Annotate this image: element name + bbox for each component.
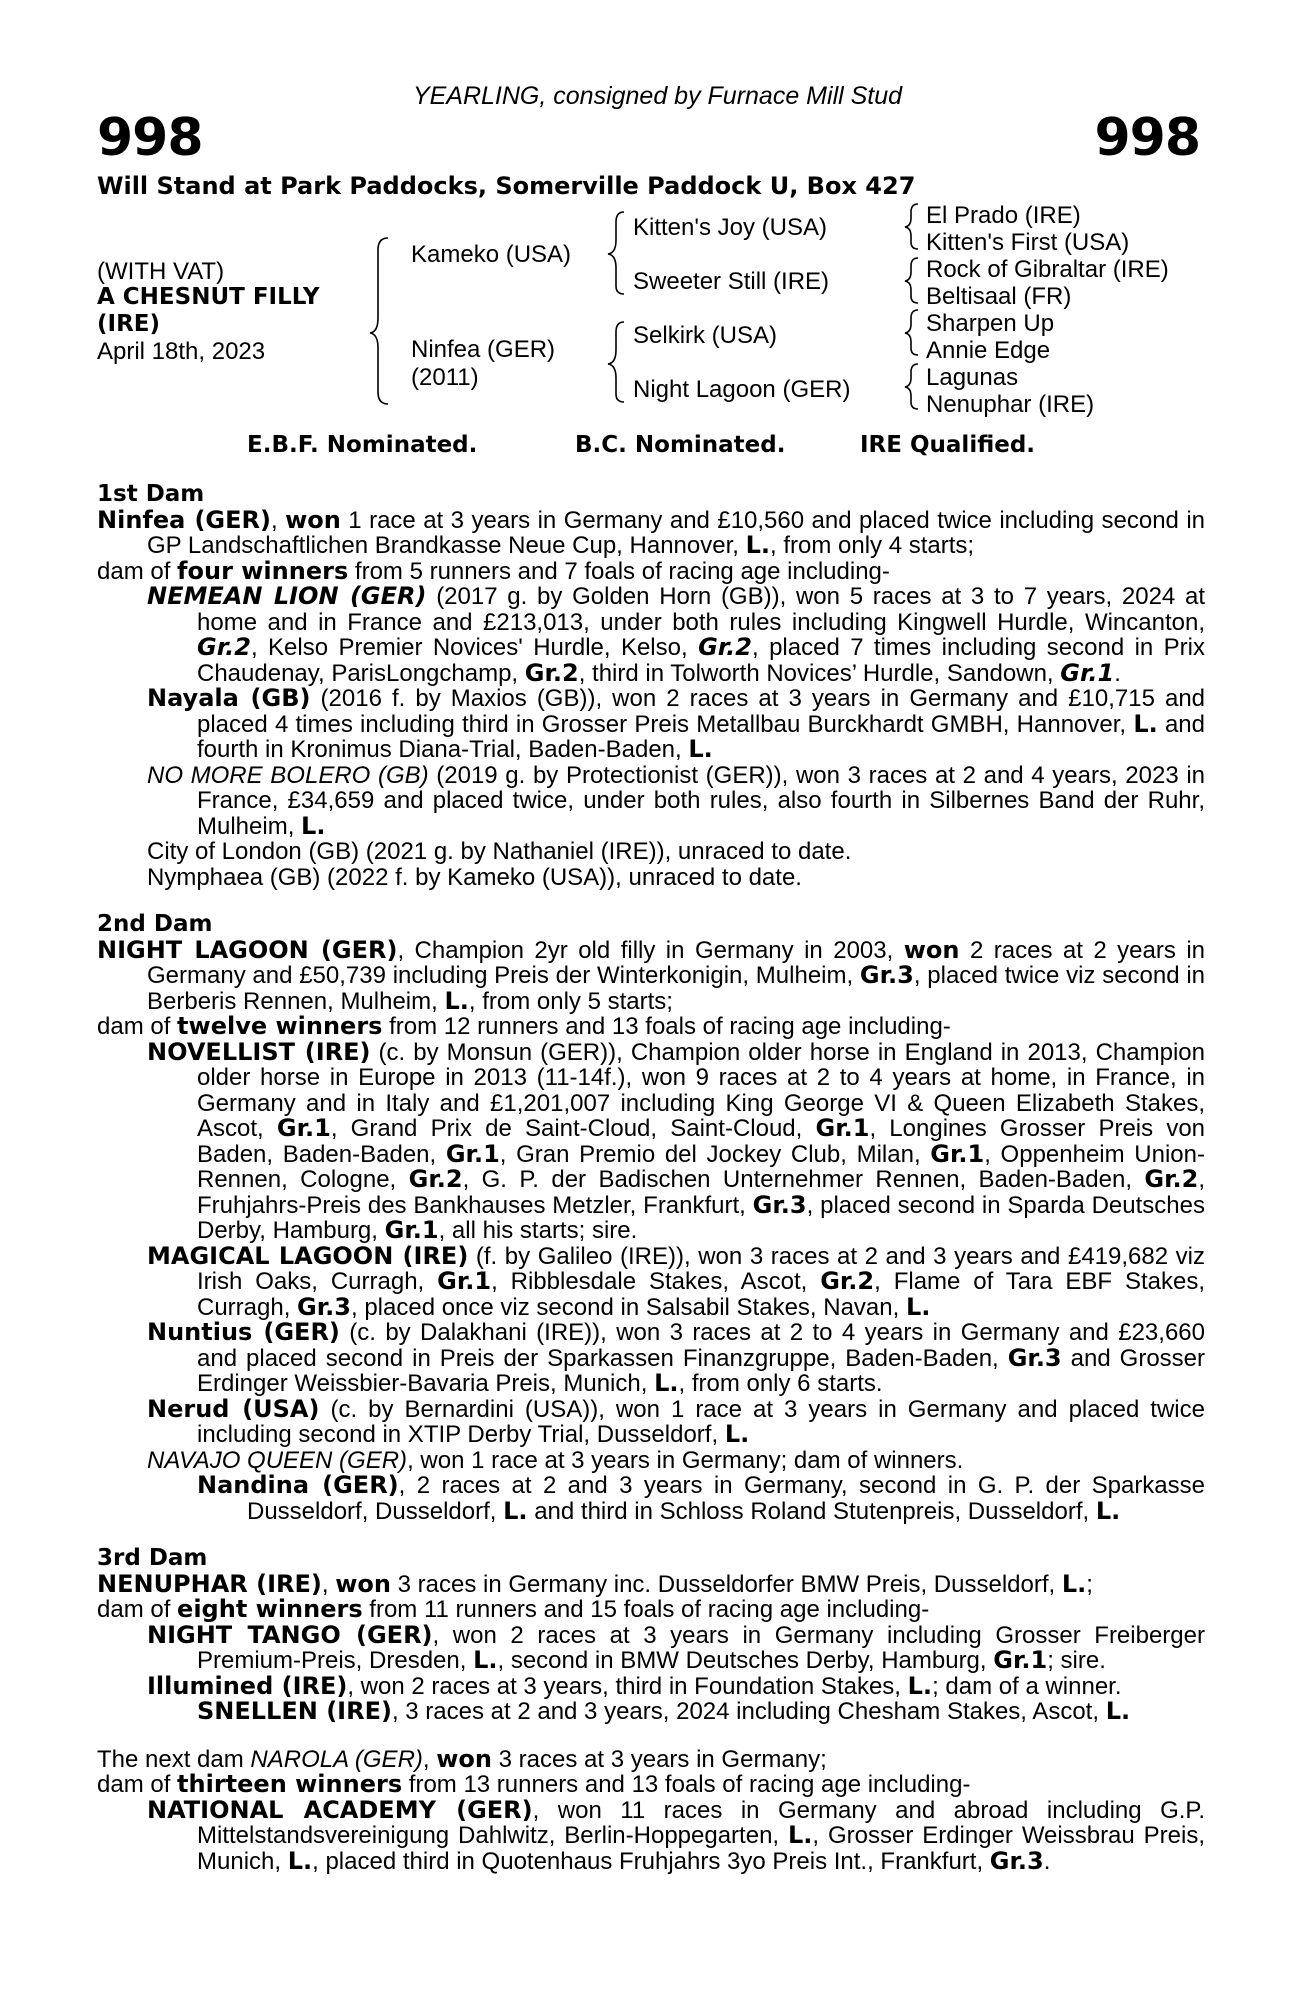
won-label: won [903,935,960,964]
catalogue-body [97,482,1205,1874]
progeny-illumined [97,1671,1205,1700]
progeny-record: (2016 f. by Maxios (GB)), won 2 races at 3 years in Germany and £10,715 and placed 4 times including third in Grosser Preis Metallbau Burckhardt GMBH, Hannover, [197,685,1206,738]
first-dam-record-end: , from only 4 starts; [770,532,975,559]
listed-mark: L. [907,1671,933,1700]
progeny-record: , G. P. der Badischen Unternehmer Rennen, Baden-Baden, [462,1166,1145,1193]
progeny-record: , Oppenheim Union-Rennen, Cologne, [197,1140,1205,1193]
grade-mark: Gr.2 [1144,1165,1199,1193]
winners-count: four winners [177,556,349,585]
grade-mark: Gr.2 [408,1165,463,1193]
listed-mark: L. [745,531,771,559]
second-dam-title: 2nd Dam [97,911,213,937]
next-dam-label: The next dam [97,1745,251,1773]
third-dam-title: 3rd Dam [97,1545,208,1571]
listed-mark: L. [654,1369,679,1397]
third-dam-name: NENUPHAR (IRE) [97,1569,322,1598]
won-label: won [436,1744,492,1773]
produce-summary: from 11 runners and 15 foals of racing age including- [362,1596,930,1623]
progeny-name: Nuntius (GER) [147,1318,340,1346]
progeny-nymphaea: Nymphaea (GB) (2022 f. by Kameko (USA)), unraced to date. [147,863,802,891]
grand-progeny-snellen [97,1699,1205,1725]
winners-count: thirteen winners [177,1770,403,1798]
progeny-record: , all his starts; sire. [438,1217,638,1244]
grade-mark: Gr.2 [524,658,579,687]
progeny-name: NOVELLIST (IRE) [147,1037,371,1066]
progeny-record: and fourth in Kronimus Diana-Trial, Baden-Baden, [197,710,1205,763]
pedigree-sire-dam: Sweeter Still (IRE) [633,268,830,295]
progeny-novellist [97,1037,1206,1244]
progeny-name: MAGICAL LAGOON (IRE) [147,1241,469,1270]
grade-mark: Gr.1 [1060,658,1115,687]
progeny-record: , third in Tolworth Novices’ Hurdle, Sandown, [578,659,1061,687]
progeny-nerud [97,1394,1205,1448]
separator: , [321,1570,336,1598]
third-dam-intro [97,1569,1205,1598]
pedigree-dss: Sharpen Up [926,310,1055,337]
progeny-record: , 2 races at 2 and 3 years in Germany, second in G. P. der Sparkasse Dusseldorf, Dusseldorf, [247,1472,1206,1525]
vat-label: (WITH VAT) [97,258,225,285]
grade-mark: Gr.1 [930,1139,985,1168]
listed-mark: L. [787,1821,813,1849]
progeny-record: , Ribblesdale Stakes, Ascot, [491,1268,821,1295]
grade-mark: Gr.3 [297,1292,351,1321]
progeny-name: Nerud (USA) [147,1394,320,1423]
progeny-record: , won 2 races at 3 years, third in Foundation Stakes, [347,1672,908,1700]
dam-record: , from only 5 starts; [468,987,673,1015]
bc-nominated: B.C. Nominated. [575,432,786,458]
brace-sire [608,212,624,294]
grade-mark: Gr.2 [197,633,251,661]
pedigree-dam-sire: Selkirk (USA) [633,322,778,349]
pedigree-sss: El Prado (IRE) [926,202,1081,229]
second-dam-name: NIGHT LAGOON (GER) [97,935,398,964]
pedigree-sdd: Beltisaal (FR) [926,283,1072,310]
brace-dd [905,364,918,409]
dam-of-label: dam of [97,1596,178,1623]
won-label: won [285,505,341,534]
first-dam-produce [97,556,1205,585]
separator: , [422,1745,437,1773]
progeny-name: NIGHT TANGO (GER) [147,1620,433,1649]
section-gap [97,890,1205,912]
dam-of-label: dam of [97,1013,178,1040]
ebf-nominated: E.B.F. Nominated. [247,432,478,458]
brace-dam [608,322,624,402]
progeny-record: , Kelso Premier Novices' Hurdle, Kelso, [250,634,699,661]
pedigree-sire-sire: Kitten's Joy (USA) [633,214,827,241]
grade-mark: Gr.3 [752,1190,807,1219]
listed-mark: L. [503,1496,528,1525]
second-dam-intro [97,935,1206,1015]
brace-main [370,238,388,404]
progeny-record: , won 2 races at 3 years in Germany including Grosser Freiberger Premium-Preis, Dresden, [197,1621,1205,1674]
brace-ds [905,310,918,355]
progeny-record: , Fruhjahrs-Preis des Bankhauses Metzler, Frankfurt, [197,1166,1205,1219]
first-dam-intro: Ninfea (GER), won 1 race at 3 years in Germany and £10,560 and placed twice including second in GP Landschaftlichen Brandkasse Neue Cup, Hannover, L., from only 4 starts; [97,505,1206,559]
progeny-record: , won 1 race at 3 years in Germany; dam of winners. [407,1446,964,1474]
progeny-name: SNELLEN (IRE) [197,1697,392,1725]
section-gap [97,1524,1205,1546]
stand-location: Will Stand at Park Paddocks, Somerville Paddock U, Box 427 [97,172,916,200]
brace-sd [905,258,918,303]
pedigree-dam: Ninfea (GER) [411,336,556,363]
next-dam-produce [97,1772,1205,1798]
progeny-no-more-bolero [97,763,1205,840]
progeny-record: (2017 g. by Golden Horn (GB)), won 5 races at 3 to 7 years, 2024 at home and in France and £213,013, under both rules including Kingwell Hurdle, Wincanton, [197,583,1206,636]
progeny-magical-lagoon [97,1241,1205,1321]
produce-summary: from 5 runners and 7 foals of racing age including- [348,557,890,585]
listed-mark: L. [1105,1697,1131,1725]
progeny-national-academy [97,1795,1206,1875]
pedigree-dam-dam: Night Lagoon (GER) [633,376,851,403]
progeny-night-tango [97,1620,1205,1674]
dam-record: 3 races in Germany inc. Dusseldorfer BMW Preis, Dusseldorf, [390,1570,1062,1598]
ire-qualified: IRE Qualified. [860,432,1036,458]
listed-mark: L. [1133,709,1158,738]
progeny-name: Nandina (GER) [197,1471,399,1499]
winners-count: twelve winners [177,1012,383,1040]
progeny-nemean-lion [97,584,1205,686]
lot-number-right: 998 [1094,108,1200,168]
grade-mark: Gr.1 [815,1114,870,1142]
listed-mark: L. [473,1646,498,1674]
grand-progeny-nandina [97,1473,1205,1524]
progeny-record: , Longines Grosser Preis von Baden, Baden-Baden, [197,1115,1206,1168]
grade-mark: Gr.3 [859,961,914,989]
pedigree-dam-year: (2011) [411,364,479,391]
brace-ss [905,204,918,249]
listed-mark: L. [905,1292,931,1321]
listed-mark: L. [724,1420,750,1448]
dam-of-label: dam of [97,557,178,585]
pedigree-dsd: Annie Edge [926,337,1051,364]
horse-name-line2: (IRE) [97,311,161,337]
progeny-record: , Grand Prix de Saint-Cloud, Saint-Cloud, [330,1115,816,1142]
grade-mark: Gr.3 [989,1846,1044,1875]
first-dam-title: 1st Dam [97,481,205,507]
dam-of-label: dam of [97,1771,178,1798]
second-dam-produce [97,1014,1205,1040]
won-label: won [335,1569,391,1598]
progeny-record: , 3 races at 2 and 3 years, 2024 including Chesham Stakes, Ascot, [391,1698,1106,1725]
consignor-subtitle: YEARLING, consigned by Furnace Mill Stud [412,82,903,110]
progeny-record: , placed third in Quotenhaus Fruhjahrs 3yo Preis Int., Frankfurt, [312,1847,990,1875]
dam-record: ; [1086,1570,1093,1598]
progeny-name: Nayala (GB) [147,684,311,712]
progeny-record: . [1114,659,1121,687]
section-gap [97,1725,1205,1747]
progeny-record: and third in Schloss Roland Stutenpreis, Dusseldorf, [527,1497,1096,1525]
progeny-record: (f. by Galileo (IRE)), won 3 races at 2 and 3 years and £419,682 viz Irish Oaks, Curragh, [197,1242,1205,1295]
progeny-record: . [1043,1847,1051,1875]
progeny-record: , Flame of Tara EBF Stakes, Curragh, [197,1268,1205,1321]
produce-summary: from 13 runners and 13 foals of racing age including- [402,1771,971,1798]
listed-mark: L. [1061,1569,1087,1598]
progeny-nayala [97,686,1205,763]
pedigree-ddd: Nenuphar (IRE) [926,391,1095,418]
pedigree-sds: Rock of Gibraltar (IRE) [926,256,1169,283]
dam-record: , Champion 2yr old filly in Germany in 2003, [397,936,904,964]
next-dam-name: NAROLA (GER) [250,1745,423,1773]
listed-mark: L. [1095,1496,1121,1525]
produce-summary: from 12 runners and 13 foals of racing age including- [382,1013,951,1040]
dam-record: , placed twice viz second in Berberis Rennen, Mulheim, [147,962,1206,1015]
date-of-birth: April 18th, 2023 [97,338,266,365]
dam-record: 2 races at 2 years in Germany and £50,739 including Preis der Winterkonigin, Mulheim, [147,936,1205,989]
progeny-record: , placed 7 times including second in Prix Chaudenay, ParisLongchamp, [197,634,1206,687]
grade-mark: Gr.2 [698,633,752,661]
progeny-record: (c. by Bernardini (USA)), won 1 race at 3 years in Germany and placed twice including second in XTIP Derby Trial, Dusseldorf, [197,1395,1205,1448]
listed-mark: L. [444,986,469,1015]
grade-mark: Gr.1 [384,1216,439,1244]
progeny-city-of-london: City of London (GB) (2021 g. by Nathaniel (IRE)), unraced to date. [147,838,852,865]
grade-mark: Gr.3 [1007,1343,1062,1372]
progeny-name: Illumined (IRE) [147,1671,348,1700]
grade-mark: Gr.1 [276,1114,331,1142]
grade-mark: Gr.1 [437,1267,492,1295]
next-dam-intro [97,1744,1205,1773]
grade-mark: Gr.1 [993,1646,1048,1674]
pedigree-ssd: Kitten's First (USA) [926,229,1130,256]
first-dam-name: Ninfea (GER) [97,505,271,534]
pedigree-sire: Kameko (USA) [411,241,572,268]
progeny-record: , from only 6 starts. [678,1370,883,1397]
progeny-record: ; dam of a winner. [932,1672,1122,1700]
progeny-record: ; sire. [1047,1647,1106,1674]
listed-mark: L. [688,735,713,763]
progeny-record: (c. by Dalakhani (IRE)), won 3 races at 2 to 4 years in Germany and £23,660 and placed second in Preis der Sparkassen Finanzgruppe, Baden-Baden, [197,1319,1205,1372]
progeny-nuntius [97,1320,1205,1397]
winners-count: eight winners [177,1595,363,1623]
grade-mark: Gr.1 [445,1139,500,1168]
first-dam-record: 1 race at 3 years in Germany and £10,560 and placed twice including second in GP Landschaftlichen Brandkasse Neue Cup, Hannover, [147,506,1206,559]
grade-mark: Gr.2 [820,1267,875,1295]
progeny-record: , Grosser Erdinger Weissbrau Preis, Munich, [197,1822,1206,1875]
progeny-navajo-queen [97,1448,1205,1474]
horse-name-line1: A CHESNUT FILLY [97,284,320,310]
listed-mark: L. [287,1846,313,1875]
progeny-record: (c. by Monsun (GER)), Champion older horse in England in 2013, Champion older horse in Europe in 2013 (11-14f.), won 9 races at 2 to 4 years at home, in France, in Germany and in Italy and £1,201,007 including King George VI & Queen Elizabeth Stakes, Ascot, [197,1038,1205,1142]
dam-record: 3 races at 3 years in Germany; [491,1745,827,1773]
progeny-record: , placed once viz second in Salsabil Stakes, Navan, [350,1293,906,1321]
progeny-name: NAVAJO QUEEN (GER) [147,1446,408,1474]
progeny-name: NATIONAL ACADEMY (GER) [147,1795,533,1824]
lot-number-left: 998 [97,108,203,168]
progeny-name: NO MORE BOLERO (GB) [147,761,429,789]
progeny-name: NEMEAN LION (GER) [147,582,427,610]
progeny-record: and Grosser Erdinger Weissbier-Bavaria Preis, Munich, [197,1344,1206,1397]
pedigree-dds: Lagunas [926,364,1019,391]
listed-mark: L. [301,811,326,840]
progeny-record: , won 11 races in Germany and abroad including G.P. Mittelstandsvereinigung Dahlwitz, Berlin-Hoppegarten, [197,1796,1206,1849]
progeny-record: (2019 g. by Protectionist (GER)), won 3 races at 2 and 4 years, 2023 in France, £34,659 and placed twice, under both rules, also fourth in Silbernes Band der Ruhr, Mulheim, [197,761,1205,840]
progeny-record: , placed second in Sparda Deutsches Derby, Hamburg, [197,1191,1205,1244]
progeny-record: , second in BMW Deutsches Derby, Hamburg, [497,1647,994,1674]
progeny-record: , Gran Premio del Jockey Club, Milan, [499,1140,931,1168]
third-dam-produce [97,1597,1205,1623]
